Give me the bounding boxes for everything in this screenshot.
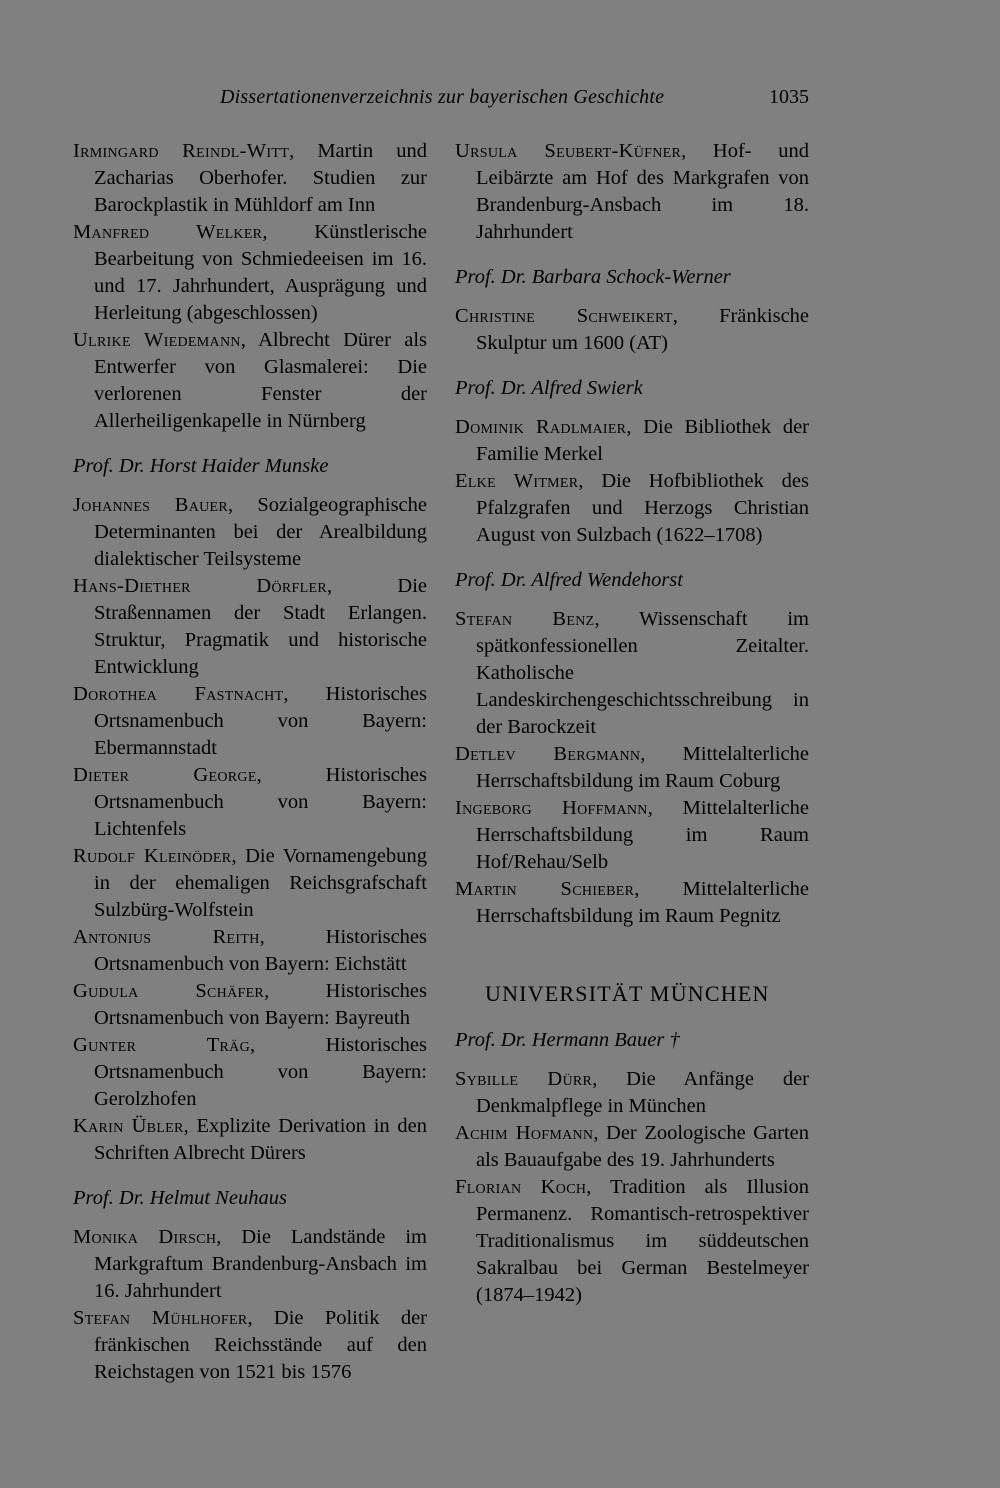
professor-heading: Prof. Dr. Alfred Wendehorst — [455, 569, 683, 591]
list-item: Gudula Schäfer, Historisches Ortsnamenbuch von Bayern: Bayreuth — [73, 980, 427, 1029]
entry-title: Mittelalterliche Herrschaftsbildung im Raum Pegnitz — [476, 878, 810, 927]
page-number: 1035 — [769, 86, 809, 108]
professor-heading: Prof. Dr. Horst Haider Munske — [73, 455, 329, 477]
entry-title: Historisches Ortsnamenbuch von Bayern: Gerolzhofen — [94, 1034, 427, 1110]
list-item: Johannes Bauer, Sozialgeographische Determinanten bei der Arealbildung dialektischer Teilsysteme — [73, 494, 427, 570]
entry-author: Monika Dirsch — [73, 1226, 217, 1248]
entry-title: Die Straßennamen der Stadt Erlangen. Struktur, Pragmatik und historische Entwicklung — [94, 575, 427, 678]
entry-title: Sozialgeographische Determinanten bei der Arealbildung dialektischer Teilsysteme — [94, 494, 427, 570]
entry-author: Dieter George — [73, 764, 257, 786]
list-item: Ursula Seubert-Küfner, Hof- und Leibärzte am Hof des Markgrafen von Brandenburg-Ansbach im 18. Jahrhundert — [455, 140, 809, 243]
entry-title: Tradition als Illusion Permanenz. Romantisch-retrospektiver Traditionalismus im süddeutschen Sakralbau bei German Bestelmeyer (1874–1942) — [476, 1176, 809, 1306]
entry-author: Gunter Träg — [73, 1034, 250, 1056]
entry-title: Die Landstände im Markgraftum Brandenburg-Ansbach im 16. Jahrhundert — [94, 1226, 428, 1302]
entry-title: Die Anfänge der Denkmalpflege in München — [476, 1068, 810, 1117]
list-item: Manfred Welker, Künstlerische Bearbeitung von Schmiedeeisen im 16. und 17. Jahrhundert, Ausprägung und Herleitung (abgeschlossen) — [73, 221, 427, 324]
entry-author: Ursula Seubert-Küfner — [455, 140, 682, 162]
entry-title: Wissenschaft im spätkonfessionellen Zeitalter. Katholische Landeskirchengeschichtsschreibung in der Barockzeit — [476, 608, 809, 738]
entry-title: Die Bibliothek der Familie Merkel — [476, 416, 809, 465]
entry-title: Martin und Zacharias Oberhofer. Studien zur Barockplastik in Mühldorf am Inn — [94, 140, 427, 216]
entry-author: Martin Schieber — [455, 878, 635, 900]
list-item: Martin Schieber, Mittelalterliche Herrschaftsbildung im Raum Pegnitz — [455, 878, 810, 927]
entry-title: Albrecht Dürer als Entwerfer von Glasmalerei: Die verlorenen Fenster der Allerheiligenkapelle in Nürnberg — [94, 329, 427, 432]
entry-title: Mittelalterliche Herrschaftsbildung im Raum Coburg — [476, 743, 810, 792]
entry-title: Künstlerische Bearbeitung von Schmiedeeisen im 16. und 17. Jahrhundert, Ausprägung und Herleitung (abgeschlossen) — [94, 221, 427, 324]
entry-title: Historisches Ortsnamenbuch von Bayern: Eichstätt — [94, 926, 427, 975]
running-title: Dissertationenverzeichnis zur bayerischen Geschichte — [220, 86, 665, 108]
entry-title: Die Vornamengebung in der ehemaligen Reichsgrafschaft Sulzbürg-Wolfstein — [94, 845, 428, 921]
entry-author: Sybille Dürr — [455, 1068, 593, 1090]
entry-author: Christine Schweikert — [455, 305, 673, 327]
list-item: Monika Dirsch, Die Landstände im Markgraftum Brandenburg-Ansbach im 16. Jahrhundert — [73, 1226, 428, 1302]
entry-author: Elke Witmer — [455, 470, 579, 492]
list-item: Christine Schweikert, Fränkische Skulptur um 1600 (AT) — [455, 305, 810, 354]
list-item: Florian Koch, Tradition als Illusion Permanenz. Romantisch-retrospektiver Traditionalismus im süddeutschen Sakralbau bei German Bestelmeyer (1874–1942) — [455, 1176, 809, 1306]
entry-title: Fränkische Skulptur um 1600 (AT) — [476, 305, 810, 354]
running-head — [0, 86, 1000, 116]
list-item: Hans-Diether Dörfler, Die Straßennamen der Stadt Erlangen. Struktur, Pragmatik und historische Entwicklung — [73, 575, 427, 678]
entry-title: Hof- und Leibärzte am Hof des Markgrafen von Brandenburg-Ansbach im 18. Jahrhundert — [476, 140, 809, 243]
list-item: Sybille Dürr, Die Anfänge der Denkmalpflege in München — [455, 1068, 810, 1117]
list-item: Achim Hofmann, Der Zoologische Garten als Bauaufgabe des 19. Jahrhunderts — [455, 1122, 810, 1171]
entry-author: Dominik Radlmaier — [455, 416, 627, 438]
entry-author: Ulrike Wiedemann — [73, 329, 241, 351]
list-item: Gunter Träg, Historisches Ortsnamenbuch von Bayern: Gerolzhofen — [73, 1034, 427, 1110]
entry-title: Mittelalterliche Herrschaftsbildung im Raum Hof/Rehau/Selb — [476, 797, 809, 873]
list-item: Ingeborg Hoffmann, Mittelalterliche Herrschaftsbildung im Raum Hof/Rehau/Selb — [455, 797, 809, 873]
entry-author: Dorothea Fastnacht — [73, 683, 284, 705]
professor-heading: Prof. Dr. Helmut Neuhaus — [73, 1187, 287, 1209]
list-item: Irmingard Reindl-Witt, Martin und Zacharias Oberhofer. Studien zur Barockplastik in Mühldorf am Inn — [73, 140, 427, 216]
list-item: Dominik Radlmaier, Die Bibliothek der Familie Merkel — [455, 416, 809, 465]
entry-author: Detlev Bergmann — [455, 743, 641, 765]
entry-title: Der Zoologische Garten als Bauaufgabe des 19. Jahrhunderts — [476, 1122, 810, 1171]
entry-title: Die Politik der fränkischen Reichsstände auf den Reichstagen von 1521 bis 1576 — [94, 1307, 427, 1383]
list-item: Rudolf Kleinöder, Die Vornamengebung in der ehemaligen Reichsgrafschaft Sulzbürg-Wolfstein — [73, 845, 428, 921]
entry-title: Historisches Ortsnamenbuch von Bayern: Ebermannstadt — [94, 683, 427, 759]
entry-title: Historisches Ortsnamenbuch von Bayern: Lichtenfels — [94, 764, 427, 840]
entry-author: Hans-Diether Dörfler — [73, 575, 327, 597]
entry-author: Achim Hofmann — [455, 1122, 594, 1144]
list-item: Stefan Benz, Wissenschaft im spätkonfessionellen Zeitalter. Katholische Landeskirchengeschichtsschreibung in der Barockzeit — [455, 608, 809, 738]
section-heading: UNIVERSITÄT MÜNCHEN — [485, 981, 770, 1006]
list-item: Elke Witmer, Die Hofbibliothek des Pfalzgrafen und Herzogs Christian August von Sulzbach (1622–1708) — [455, 470, 809, 546]
list-item: Antonius Reith, Historisches Ortsnamenbuch von Bayern: Eichstätt — [73, 926, 427, 975]
entry-author: Karin Übler — [73, 1115, 184, 1137]
entry-author: Antonius Reith — [73, 926, 260, 948]
right-column — [455, 138, 809, 1309]
entry-author: Ingeborg Hoffmann — [455, 797, 648, 819]
list-item: Karin Übler, Explizite Derivation in den Schriften Albrecht Dürers — [73, 1115, 427, 1164]
list-item: Stefan Mühlhofer, Die Politik der fränkischen Reichsstände auf den Reichstagen von 1521 bis 1576 — [73, 1307, 427, 1383]
list-item: Ulrike Wiedemann, Albrecht Dürer als Entwerfer von Glasmalerei: Die verlorenen Fenster der Allerheiligenkapelle in Nürnberg — [73, 329, 427, 432]
entry-author: Manfred Welker — [73, 221, 263, 243]
list-item: Dieter George, Historisches Ortsnamenbuch von Bayern: Lichtenfels — [73, 764, 427, 840]
professor-heading: Prof. Dr. Alfred Swierk — [455, 377, 643, 399]
list-item: Dorothea Fastnacht, Historisches Ortsnamenbuch von Bayern: Ebermannstadt — [73, 683, 427, 759]
entry-author: Gudula Schäfer — [73, 980, 265, 1002]
entry-title: Explizite Derivation in den Schriften Albrecht Dürers — [94, 1115, 427, 1164]
entry-author: Stefan Mühlhofer — [73, 1307, 248, 1329]
entry-author: Florian Koch — [455, 1176, 587, 1198]
professor-heading: Prof. Dr. Hermann Bauer † — [455, 1029, 680, 1051]
professor-heading: Prof. Dr. Barbara Schock-Werner — [455, 266, 731, 288]
list-item: Detlev Bergmann, Mittelalterliche Herrschaftsbildung im Raum Coburg — [455, 743, 810, 792]
entry-title: Historisches Ortsnamenbuch von Bayern: Bayreuth — [94, 980, 427, 1029]
entry-author: Johannes Bauer — [73, 494, 229, 516]
left-column — [73, 138, 427, 1386]
entry-author: Rudolf Kleinöder — [73, 845, 232, 867]
entry-title: Die Hofbibliothek des Pfalzgrafen und Herzogs Christian August von Sulzbach (1622–1708) — [476, 470, 809, 546]
entry-author: Stefan Benz — [455, 608, 595, 630]
entry-author: Irmingard Reindl-Witt — [73, 140, 290, 162]
